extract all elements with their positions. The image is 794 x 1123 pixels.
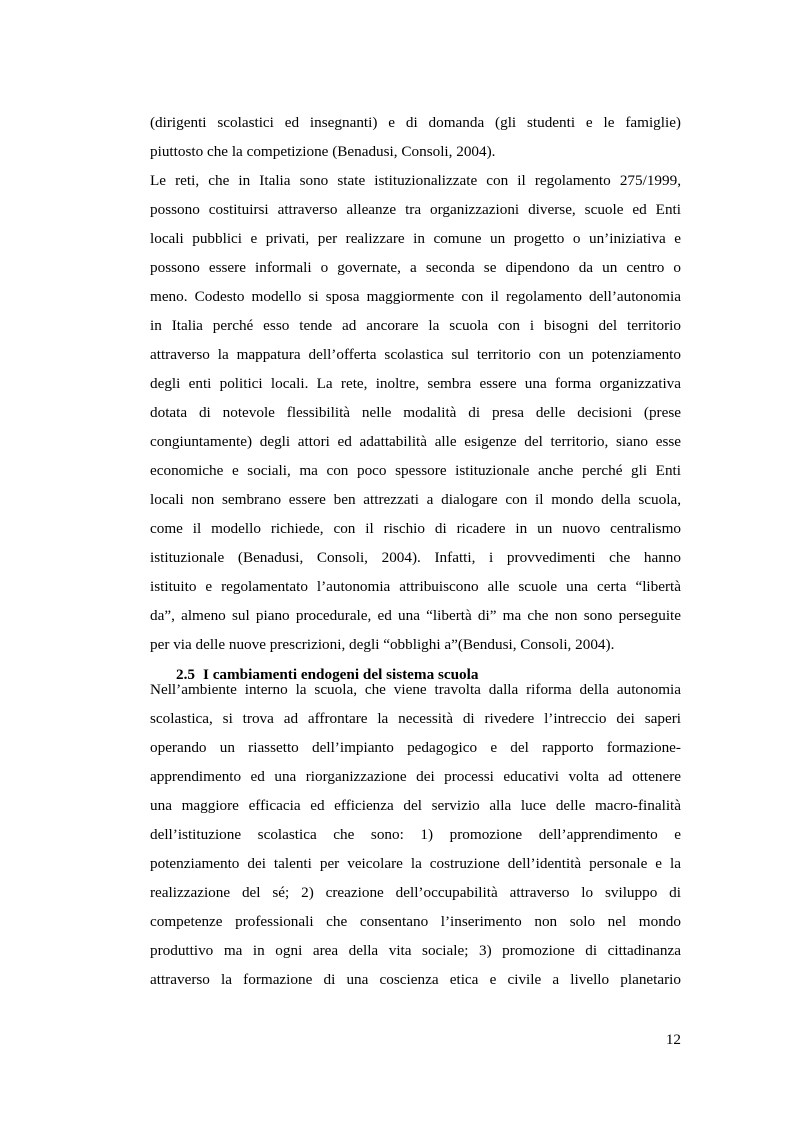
paragraph-3 — [150, 675, 681, 994]
paragraph-2 — [150, 166, 681, 659]
text-line: come il modello richiede, con il rischio di ricadere in un nuovo centralismo — [150, 520, 681, 537]
body-text-lower — [150, 675, 681, 994]
text-line: realizzazione del sé; 2) creazione dell’occupabilità attraverso lo sviluppo di — [150, 884, 681, 901]
text-line: congiuntamente) degli attori ed adattabilità alle esigenze del territorio, siano esse — [150, 433, 681, 450]
body-text-upper — [150, 108, 681, 659]
text-line: competenze professionali che consentano l’inserimento non solo nel mondo — [150, 913, 681, 930]
text-line: dotata di notevole flessibilità nelle modalità di presa delle decisioni (prese — [150, 404, 681, 421]
text-line: meno. Codesto modello si sposa maggiormente con il regolamento dell’autonomia — [150, 288, 681, 305]
text-line: possono essere informali o governate, a seconda se dipendono da un centro o — [150, 259, 681, 276]
text-line: per via delle nuove prescrizioni, degli “obblighi a”(Bendusi, Consoli, 2004). — [150, 636, 615, 653]
text-line: (dirigenti scolastici ed insegnanti) e di domanda (gli studenti e le famiglie) — [150, 114, 681, 131]
text-line: possono costituirsi attraverso alleanze tra organizzazioni diverse, scuole ed Enti — [150, 201, 681, 218]
paragraph-1 — [150, 108, 681, 166]
text-line: piuttosto che la competizione (Benadusi, Consoli, 2004). — [150, 143, 496, 160]
text-line: attraverso la formazione di una coscienza etica e civile a livello planetario — [150, 971, 681, 988]
text-line: locali non sembrano essere ben attrezzati a dialogare con il mondo della scuola, — [150, 491, 681, 508]
text-line: potenziamento dei talenti per veicolare la costruzione dell’identità personale e la — [150, 855, 681, 872]
text-line: istituzionale (Benadusi, Consoli, 2004). Infatti, i provvedimenti che hanno — [150, 549, 681, 566]
text-line: economiche e sociali, ma con poco spessore istituzionale anche perché gli Enti — [150, 462, 681, 479]
text-line: in Italia perché esso tende ad ancorare la scuola con i bisogni del territorio — [150, 317, 681, 334]
text-line: istituito e regolamentato l’autonomia attribuiscono alle scuole una certa “libertà — [150, 578, 681, 595]
text-line: da”, almeno sul piano procedurale, ed una “libertà di” ma che non sono perseguite — [150, 607, 681, 624]
text-line: attraverso la mappatura dell’offerta scolastica sul territorio con un potenziamento — [150, 346, 681, 363]
text-line: una maggiore efficacia ed efficienza del servizio alla luce delle macro-finalità — [150, 797, 681, 814]
text-line: Le reti, che in Italia sono state istituzionalizzate con il regolamento 275/1999, — [150, 172, 681, 189]
section-title: I cambiamenti endogeni del sistema scuola — [202, 666, 479, 683]
page-number: 12 — [665, 1031, 681, 1048]
text-line: produttivo ma in ogni area della vita sociale; 3) promozione di cittadinanza — [150, 942, 681, 959]
text-line: apprendimento ed una riorganizzazione dei processi educativi volta ad ottenere — [150, 768, 681, 785]
text-line: locali pubblici e privati, per realizzare in comune un progetto o un’iniziativa e — [150, 230, 681, 247]
text-line: dell’istituzione scolastica che sono: 1) promozione dell’apprendimento e — [150, 826, 681, 843]
text-line: degli enti politici locali. La rete, inoltre, sembra essere una forma organizzativa — [150, 375, 681, 392]
text-line: scolastica, si trova ad affrontare la necessità di rivedere l’intreccio dei saperi — [150, 710, 681, 727]
text-line: Nell’ambiente interno la scuola, che viene travolta dalla riforma della autonomia — [150, 681, 681, 698]
text-line: operando un riassetto dell’impianto pedagogico e del rapporto formazione- — [150, 739, 681, 756]
section-number: 2.5 — [176, 666, 195, 683]
